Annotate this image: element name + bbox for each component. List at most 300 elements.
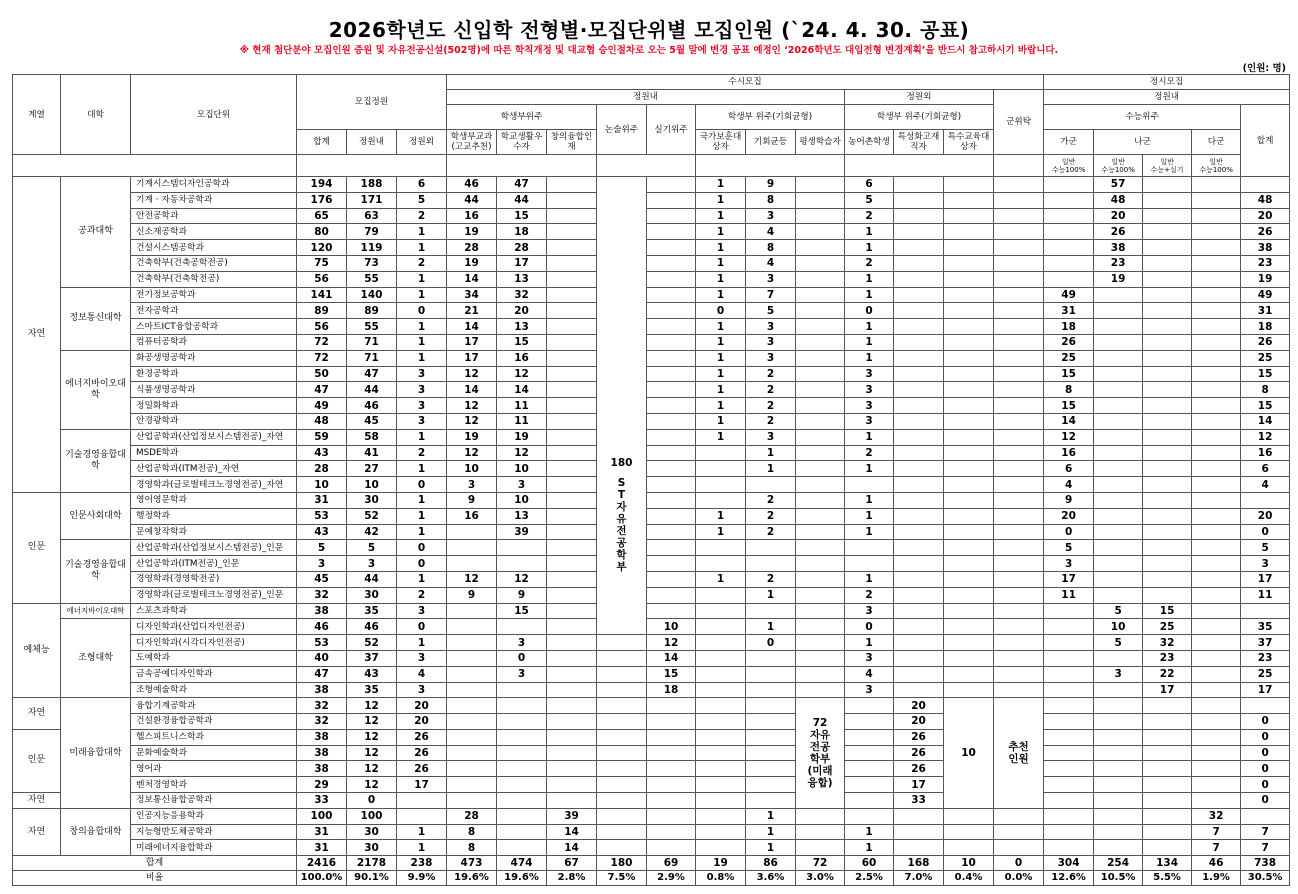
cell-i: 3 [347,556,397,572]
cell-es [597,698,647,714]
cell-ga [1044,271,1094,287]
cell-pr [647,177,696,193]
cell-ga [1044,666,1094,682]
cell-ga: 15 [1044,398,1094,414]
cell-o [397,793,447,809]
cell-s2 [497,745,547,761]
cell-da [1192,366,1241,382]
cell-tot: 0 [1241,524,1290,540]
cell-mi [994,366,1044,382]
cell-t: 89 [297,303,347,319]
cell-na1 [1094,587,1143,603]
cell-fa [845,556,894,572]
cell-fa: 3 [845,682,894,698]
cell-es [597,745,647,761]
college-cell: 창의융합대학 [61,808,131,855]
cell-s2: 47 [497,177,547,193]
cell-o: 2 [397,587,447,603]
table-row [13,666,1290,682]
cell-ll [796,603,845,619]
cell-na1: 38 [1094,240,1143,256]
cell-i: 12 [347,714,397,730]
cell-pr [647,824,696,840]
cell-na2 [1143,382,1192,398]
cell-na2 [1143,808,1192,824]
cell-sp [894,666,944,682]
cell-fa: 1 [845,508,894,524]
cell-na2 [1143,824,1192,840]
cell-se [944,556,994,572]
cell-i: 37 [347,650,397,666]
cell-pr [647,208,696,224]
cell-o: 3 [397,413,447,429]
cell-ll [796,571,845,587]
header-susi-in: 정원내 [447,90,845,105]
header-farm: 농어촌학생 [845,130,894,155]
unit-name: 건설환경융합공학과 [131,714,297,730]
table-row [13,492,1290,508]
table-row [13,303,1290,319]
cell-s2: 3 [497,666,547,682]
cell-ga [1044,177,1094,193]
cell-da [1192,556,1241,572]
cell-t: 5 [297,540,347,556]
cell-na1 [1094,398,1143,414]
cell-op: 1 [746,445,796,461]
sum-na2: 134 [1143,856,1192,871]
cell-t: 47 [297,382,347,398]
cell-nm [696,840,746,856]
cell-tot: 8 [1241,382,1290,398]
cell-pr [647,413,696,429]
cell-o: 0 [397,540,447,556]
cell-o: 4 [397,666,447,682]
table-row [13,461,1290,477]
cell-fa [845,714,894,730]
cell-es [597,808,647,824]
cell-s1: 16 [447,508,497,524]
cell-op: 2 [746,413,796,429]
cell-s1: 21 [447,303,497,319]
cell-op: 0 [746,635,796,651]
cell-na2 [1143,445,1192,461]
cell-nm [696,761,746,777]
cell-op: 2 [746,571,796,587]
cell-tot: 3 [1241,556,1290,572]
cell-pr: 15 [647,666,696,682]
header-da: 다군 [1192,130,1241,155]
cell-na1: 5 [1094,603,1143,619]
header-susi: 수시모집 [447,75,1044,90]
sum-pr: 69 [647,856,696,871]
cell-se [944,303,994,319]
cell-s2: 9 [497,587,547,603]
unit-name: 스마트ICT융합공학과 [131,319,297,335]
cell-s2 [497,793,547,809]
header-spacer7 [994,155,1044,177]
cell-op: 3 [746,319,796,335]
cell-s3 [547,429,597,445]
cell-op: 1 [746,461,796,477]
cell-s3 [547,666,597,682]
cell-mi [994,492,1044,508]
ratio-t: 100.0% [297,871,347,886]
cell-t: 72 [297,334,347,350]
cell-pr [647,729,696,745]
cell-na1 [1094,840,1143,856]
cell-s3 [547,445,597,461]
cell-s2: 11 [497,398,547,414]
cell-mi [994,240,1044,256]
unit-name: MSDE학과 [131,445,297,461]
cell-i: 30 [347,492,397,508]
unit-label: (인원: 명) [1242,63,1286,74]
cell-na1: 10 [1094,619,1143,635]
header-field: 계열 [13,75,61,155]
cell-s3: 14 [547,824,597,840]
cell-s2 [497,808,547,824]
cell-t: 49 [297,398,347,414]
cell-i: 71 [347,334,397,350]
cell-da [1192,666,1241,682]
field-cell: 인문 [13,729,61,792]
cell-s2: 12 [497,445,547,461]
cell-se [944,682,994,698]
cell-op: 1 [746,619,796,635]
cell-ga: 18 [1044,319,1094,335]
college-cell: 기술경영융합대학 [61,429,131,492]
cell-tot: 0 [1241,777,1290,793]
header-s-school: 학생부교과(고교추천) [447,130,497,155]
cell-da [1192,319,1241,335]
cell-t: 32 [297,587,347,603]
cell-s2: 18 [497,224,547,240]
cell-o: 3 [397,366,447,382]
cell-tot: 6 [1241,461,1290,477]
cell-pr [647,603,696,619]
cell-pr [647,350,696,366]
unit-name: 스포츠과학과 [131,603,297,619]
cell-mi [994,398,1044,414]
cell-pr [647,698,696,714]
cell-op: 2 [746,492,796,508]
cell-se [944,224,994,240]
cell-ll [796,540,845,556]
table-row [13,398,1290,414]
cell-op [746,556,796,572]
cell-da [1192,192,1241,208]
cell-fa [845,761,894,777]
cell-ll [796,635,845,651]
cell-da [1192,524,1241,540]
cell-pr [647,761,696,777]
cell-sp [894,524,944,540]
cell-s1: 14 [447,319,497,335]
header-grand-total: 합계 [1241,105,1290,177]
table-row [13,840,1290,856]
ratio-nm: 0.8% [696,871,746,886]
cell-s2 [497,619,547,635]
unit-name: 문화예술학과 [131,745,297,761]
cell-mi [994,224,1044,240]
cell-da [1192,793,1241,809]
cell-na1 [1094,698,1143,714]
cell-nm: 1 [696,271,746,287]
cell-i: 52 [347,508,397,524]
cell-se [944,287,994,303]
cell-na1: 5 [1094,635,1143,651]
cell-se [944,413,994,429]
sum-s2: 474 [497,856,547,871]
cell-na1: 19 [1094,271,1143,287]
cell-s2: 17 [497,255,547,271]
cell-ga: 14 [1044,413,1094,429]
cell-tot: 5 [1241,540,1290,556]
cell-se [944,208,994,224]
cell-ga: 3 [1044,556,1094,572]
table-row [13,635,1290,651]
unit-name: 기계시스템디자인공학과 [131,177,297,193]
cell-s2: 19 [497,429,547,445]
cell-mi [994,540,1044,556]
cell-pr [647,319,696,335]
cell-t: 31 [297,492,347,508]
cell-o: 1 [397,461,447,477]
cell-op [746,698,796,714]
cell-s3 [547,619,597,635]
cell-ll [796,413,845,429]
cell-ll [796,382,845,398]
cell-na2 [1143,334,1192,350]
cell-t: 59 [297,429,347,445]
cell-op: 1 [746,824,796,840]
cell-o: 3 [397,382,447,398]
cell-tot: 35 [1241,619,1290,635]
unit-name: 신소재공학과 [131,224,297,240]
cell-o: 0 [397,303,447,319]
cell-i: 30 [347,840,397,856]
cell-s1: 3 [447,477,497,493]
cell-es [597,650,647,666]
cell-tot: 7 [1241,840,1290,856]
lifelong-label: 자유전공학부(미래융합) [807,729,833,790]
cell-i: 71 [347,350,397,366]
cell-se [944,824,994,840]
cell-na1 [1094,714,1143,730]
cell-pr [647,808,696,824]
table-row [13,777,1290,793]
cell-es [597,761,647,777]
cell-o: 1 [397,334,447,350]
cell-op: 2 [746,508,796,524]
sum-es: 180 [597,856,647,871]
cell-nm: 1 [696,366,746,382]
table-row [13,271,1290,287]
cell-se [944,571,994,587]
cell-sp [894,508,944,524]
cell-tot [1241,177,1290,193]
cell-ll [796,524,845,540]
cell-s1: 16 [447,208,497,224]
unit-name: 식품생명공학과 [131,382,297,398]
sum-s1: 473 [447,856,497,871]
table-row [13,824,1290,840]
cell-na2 [1143,587,1192,603]
cell-o: 26 [397,745,447,761]
header-quota: 모집정원 [297,75,447,130]
cell-t: 29 [297,777,347,793]
cell-i: 30 [347,587,397,603]
cell-da [1192,508,1241,524]
sum-ll: 72 [796,856,845,871]
ratio-na2: 5.5% [1143,871,1192,886]
cell-s3 [547,382,597,398]
cell-nm: 1 [696,382,746,398]
lifelong-merged-cell [796,698,845,809]
cell-sp: 20 [894,698,944,714]
cell-ll [796,429,845,445]
cell-s2: 10 [497,461,547,477]
cell-fa: 1 [845,287,894,303]
cell-fa: 1 [845,840,894,856]
cell-ll [796,287,845,303]
cell-mi [994,319,1044,335]
cell-fa [845,745,894,761]
cell-na2 [1143,745,1192,761]
cell-s1: 9 [447,492,497,508]
cell-tot: 0 [1241,714,1290,730]
cell-sp [894,571,944,587]
cell-fa [845,698,894,714]
cell-s1 [447,729,497,745]
unit-name: 금속공예디자인학과 [131,666,297,682]
unit-name: 도예학과 [131,650,297,666]
cell-op: 2 [746,382,796,398]
cell-o: 20 [397,714,447,730]
cell-na2 [1143,777,1192,793]
cell-o: 0 [397,477,447,493]
cell-t: 38 [297,729,347,745]
cell-sp [894,366,944,382]
cell-na2 [1143,240,1192,256]
college-cell: 에너지바이오대학 [61,603,131,619]
cell-ga [1044,682,1094,698]
cell-ga [1044,729,1094,745]
cell-na2: 22 [1143,666,1192,682]
cell-da [1192,540,1241,556]
unit-name: 디자인학과(시각디자인전공) [131,635,297,651]
cell-mi [994,334,1044,350]
essay-value: 180 [610,457,633,469]
cell-na1 [1094,729,1143,745]
cell-s1: 46 [447,177,497,193]
cell-mi [994,177,1044,193]
cell-s2 [497,714,547,730]
ratio-tot: 30.5% [1241,871,1290,886]
cell-ga: 8 [1044,382,1094,398]
cell-pr [647,429,696,445]
cell-mi [994,619,1044,635]
cell-fa: 5 [845,192,894,208]
cell-op [746,714,796,730]
cell-op [746,777,796,793]
cell-i: 12 [347,729,397,745]
cell-ll [796,445,845,461]
cell-fa: 2 [845,587,894,603]
table-row [13,729,1290,745]
table-row [13,192,1290,208]
cell-es [597,824,647,840]
cell-na1: 48 [1094,192,1143,208]
cell-na1 [1094,540,1143,556]
cell-ll [796,240,845,256]
cell-nm [696,698,746,714]
cell-s2 [497,556,547,572]
cell-fa: 1 [845,635,894,651]
cell-nm: 1 [696,413,746,429]
cell-mi [994,461,1044,477]
college-cell: 정보통신대학 [61,287,131,350]
cell-o: 1 [397,571,447,587]
cell-na2: 23 [1143,650,1192,666]
table-row [13,524,1290,540]
header-susi-out: 정원외 [845,90,994,105]
cell-i: 27 [347,461,397,477]
cell-sp [894,824,944,840]
cell-op [746,477,796,493]
cell-s3 [547,461,597,477]
cell-da [1192,729,1241,745]
table-row [13,382,1290,398]
cell-pr [647,714,696,730]
header-nat-merit: 국가보훈대상자 [696,130,746,155]
cell-op: 5 [746,303,796,319]
cell-s3 [547,334,597,350]
ratio-se: 0.4% [944,871,994,886]
cell-s1: 28 [447,240,497,256]
unit-name: 산업공학과(산업정보시스템전공)_자연 [131,429,297,445]
unit-name: 디자인학과(산업디자인전공) [131,619,297,635]
cell-da: 32 [1192,808,1241,824]
cell-mi [994,840,1044,856]
cell-pr [647,271,696,287]
cell-i: 140 [347,287,397,303]
cell-ga: 12 [1044,429,1094,445]
cell-t: 33 [297,793,347,809]
cell-i: 79 [347,224,397,240]
ratio-ga: 12.6% [1044,871,1094,886]
cell-na2 [1143,208,1192,224]
cell-se [944,366,994,382]
cell-s2: 12 [497,571,547,587]
cell-t: 3 [297,556,347,572]
cell-na1 [1094,461,1143,477]
cell-s2: 15 [497,603,547,619]
header-spacer3 [447,155,597,177]
cell-s1: 44 [447,192,497,208]
cell-nm [696,650,746,666]
cell-ll [796,255,845,271]
cell-na2 [1143,524,1192,540]
cell-sp [894,619,944,635]
cell-ll [796,319,845,335]
header-na2-sub: 일반 수능+실기 [1143,155,1192,177]
cell-nm [696,745,746,761]
cell-s1: 14 [447,382,497,398]
cell-na1 [1094,650,1143,666]
cell-op: 4 [746,224,796,240]
cell-t: 53 [297,508,347,524]
